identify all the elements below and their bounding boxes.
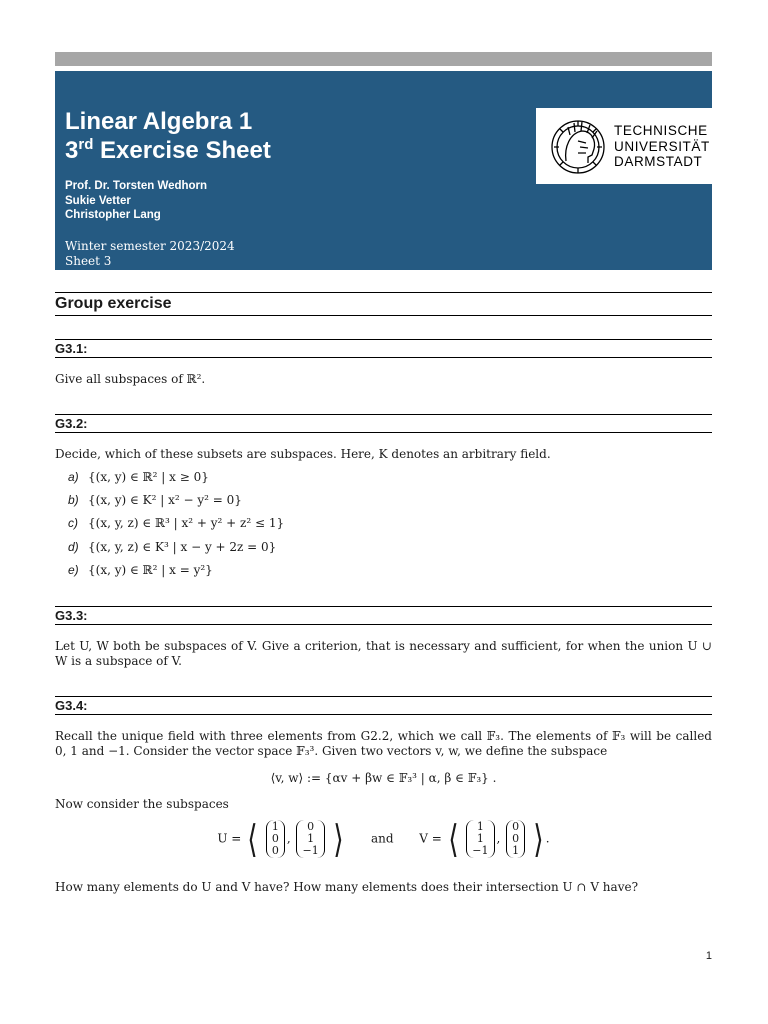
g32-item-a: a) {(x, y) ∈ ℝ² | x ≥ 0} xyxy=(68,470,209,484)
v-label: V = xyxy=(419,831,442,846)
group-exercise-heading: Group exercise xyxy=(55,292,712,316)
g32-heading: G3.2: xyxy=(55,414,712,433)
g34-text-1: Recall the unique field with three elements from G2.2, which we call 𝔽₃. The elements of 𝔽₃ will be called 0, 1 and −1. Consider the vector space 𝔽₃³. Given two vectors v, w, we define the subspace xyxy=(55,729,712,758)
author-2: Sukie Vetter xyxy=(65,194,131,207)
g33-heading: G3.3: xyxy=(55,606,712,625)
and-word: and xyxy=(371,831,394,846)
logo-wordmark: TECHNISCHE UNIVERSITÄT DARMSTADT xyxy=(614,123,710,169)
g34-text-3: How many elements do U and V have? How many elements does their intersection U ∩ V have? xyxy=(55,880,639,894)
g34-span-definition: ⟨v, w⟩ := {αv + βw ∈ 𝔽₃³ | α, β ∈ 𝔽₃} . xyxy=(270,771,497,785)
g34-text-2: Now consider the subspaces xyxy=(55,797,229,811)
page-number: 1 xyxy=(705,950,712,962)
author-3: Christopher Lang xyxy=(65,209,161,221)
g32-intro: Decide, which of these subsets are subspaces. Here, K denotes an arbitrary field. xyxy=(55,447,551,461)
u-vector-1: 1 0 0 xyxy=(266,820,285,858)
v-vector-1: 1 1 −1 xyxy=(466,820,494,858)
title-line-1: Linear Algebra 1 xyxy=(65,108,253,135)
g31-text: Give all subspaces of ℝ². xyxy=(55,372,206,386)
g31-heading: G3.1: xyxy=(55,339,712,358)
u-vector-2: 0 1 −1 xyxy=(296,820,324,858)
u-label: U = xyxy=(217,831,242,846)
v-vector-2: 0 0 1 xyxy=(506,820,525,858)
g34-subspaces-formula: U = ⟨ 1 0 0, 0 1 −1 ⟩ and V = ⟨ 1 1 −1, 0 0 1 ⟩ . xyxy=(217,817,550,861)
sheet-label: Sheet 3 xyxy=(65,254,112,268)
g32-item-c: c) {(x, y, z) ∈ ℝ³ | x² + y² + z² ≤ 1} xyxy=(68,516,285,530)
semester-label: Winter semester 2023/2024 xyxy=(65,239,235,253)
g32-item-e: e) {(x, y) ∈ ℝ² | x = y²} xyxy=(68,563,213,577)
g32-item-b: b) {(x, y) ∈ K² | x² − y² = 0} xyxy=(68,493,242,507)
g32-item-d: d) {(x, y, z) ∈ K³ | x − y + 2z = 0} xyxy=(68,540,277,554)
g33-text: Let U, W both be subspaces of V. Give a criterion, that is necessary and sufficient, for when the union U ∪ W is a subspace of V. xyxy=(55,639,712,668)
g34-heading: G3.4: xyxy=(55,696,712,715)
author-1: Prof. Dr. Torsten Wedhorn xyxy=(65,180,208,192)
title-line-2: 3rd Exercise Sheet xyxy=(65,136,271,164)
